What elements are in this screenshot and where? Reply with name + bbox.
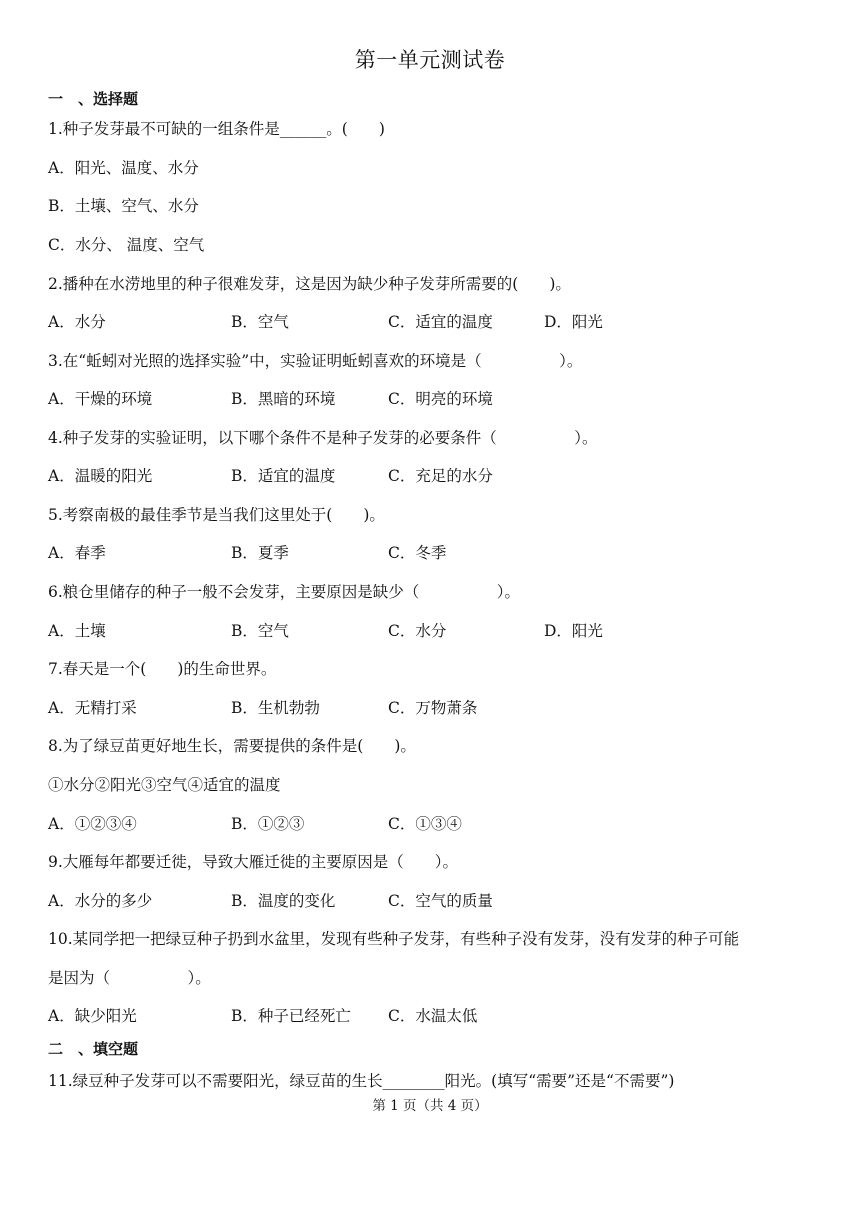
question-5-option-c: C．冬季 (388, 544, 447, 562)
question-10-option-a: A．缺少阳光 (48, 1007, 137, 1025)
question-9-option-c: C．空气的质量 (388, 892, 493, 910)
question-1-option-c: C．水分、 温度、空气 (48, 236, 205, 254)
question-7-option-c: C．万物萧条 (388, 699, 478, 717)
question-9-options (48, 890, 493, 912)
question-4-options (48, 465, 493, 487)
question-3-option-b: B．黑暗的环境 (231, 390, 336, 408)
question-3-options (48, 388, 493, 410)
question-5-option-b: B．夏季 (231, 544, 289, 562)
question-9-option-a: A．水分的多少 (48, 892, 153, 910)
question-6-option-a: A．土壤 (48, 622, 106, 640)
question-10-option-c: C．水温太低 (388, 1007, 478, 1025)
question-6-option-d: D．阳光 (544, 622, 603, 640)
question-10-stem-line-1: 10.某同学把一把绿豆种子扔到水盆里，发现有些种子发芽，有些种子没有发芽，没有发芽的种子可能 (48, 930, 740, 948)
question-4-option-b: B．适宜的温度 (231, 467, 336, 485)
question-2-options (48, 311, 603, 333)
question-2-option-d: D．阳光 (544, 313, 603, 331)
question-8-conditions: ①水分②阳光③空气④适宜的温度 (48, 776, 281, 794)
question-8-option-a: A．①②③④ (48, 815, 137, 833)
question-2-stem: 2.播种在水涝地里的种子很难发芽，这是因为缺少种子发芽所需要的( )。 (48, 275, 571, 293)
question-1-stem: 1.种子发芽最不可缺的一组条件是______。( ) (48, 120, 385, 138)
question-5-options (48, 542, 447, 564)
question-1-option-a: A．阳光、温度、水分 (48, 159, 199, 177)
question-11-stem: 11.绿豆种子发芽可以不需要阳光，绿豆苗的生长________阳光。(填写“需要”还是“不需要”) (48, 1072, 675, 1090)
question-5-option-a: A．春季 (48, 544, 106, 562)
question-7-option-a: A．无精打采 (48, 699, 137, 717)
question-3-stem: 3.在“蚯蚓对光照的选择实验”中，实验证明蚯蚓喜欢的环境是（ ）。 (48, 352, 583, 370)
question-8-stem: 8.为了绿豆苗更好地生长，需要提供的条件是( )。 (48, 737, 416, 755)
question-10-stem-line-2: 是因为（ ）。 (48, 969, 211, 987)
section-heading-choice: 一 、选择题 (48, 90, 139, 108)
question-9-stem: 9.大雁每年都要迁徙，导致大雁迁徙的主要原因是（ ）。 (48, 853, 459, 871)
question-2-option-a: A．水分 (48, 313, 106, 331)
question-7-option-b: B．生机勃勃 (231, 699, 320, 717)
section-heading-fill-in: 二 、填空题 (48, 1040, 139, 1058)
question-3-option-a: A．干燥的环境 (48, 390, 153, 408)
question-1-option-b: B．土壤、空气、水分 (48, 197, 199, 215)
question-3-option-c: C．明亮的环境 (388, 390, 493, 408)
question-8-option-b: B．①②③ (231, 815, 305, 833)
page-footer: 第 1 页（共 4 页） (372, 1098, 488, 1114)
question-6-option-c: C．水分 (388, 622, 447, 640)
question-7-stem: 7.春天是一个( )的生命世界。 (48, 660, 277, 678)
question-5-stem: 5.考察南极的最佳季节是当我们这里处于( )。 (48, 506, 385, 524)
question-10-option-b: B．种子已经死亡 (231, 1007, 351, 1025)
page-title: 第一单元测试卷 (354, 48, 506, 72)
question-2-option-c: C．适宜的温度 (388, 313, 493, 331)
question-2-option-b: B．空气 (231, 313, 289, 331)
question-6-option-b: B．空气 (231, 622, 289, 640)
question-6-options (48, 620, 603, 642)
question-4-option-a: A．温暖的阳光 (48, 467, 153, 485)
question-10-options (48, 1005, 478, 1027)
question-4-stem: 4.种子发芽的实验证明，以下哪个条件不是种子发芽的必要条件（ ）。 (48, 429, 598, 447)
question-9-option-b: B．温度的变化 (231, 892, 336, 910)
question-8-options (48, 813, 462, 835)
question-7-options (48, 697, 478, 719)
question-6-stem: 6.粮仓里储存的种子一般不会发芽，主要原因是缺少（ ）。 (48, 583, 521, 601)
question-4-option-c: C．充足的水分 (388, 467, 493, 485)
question-8-option-c: C．①③④ (388, 815, 462, 833)
